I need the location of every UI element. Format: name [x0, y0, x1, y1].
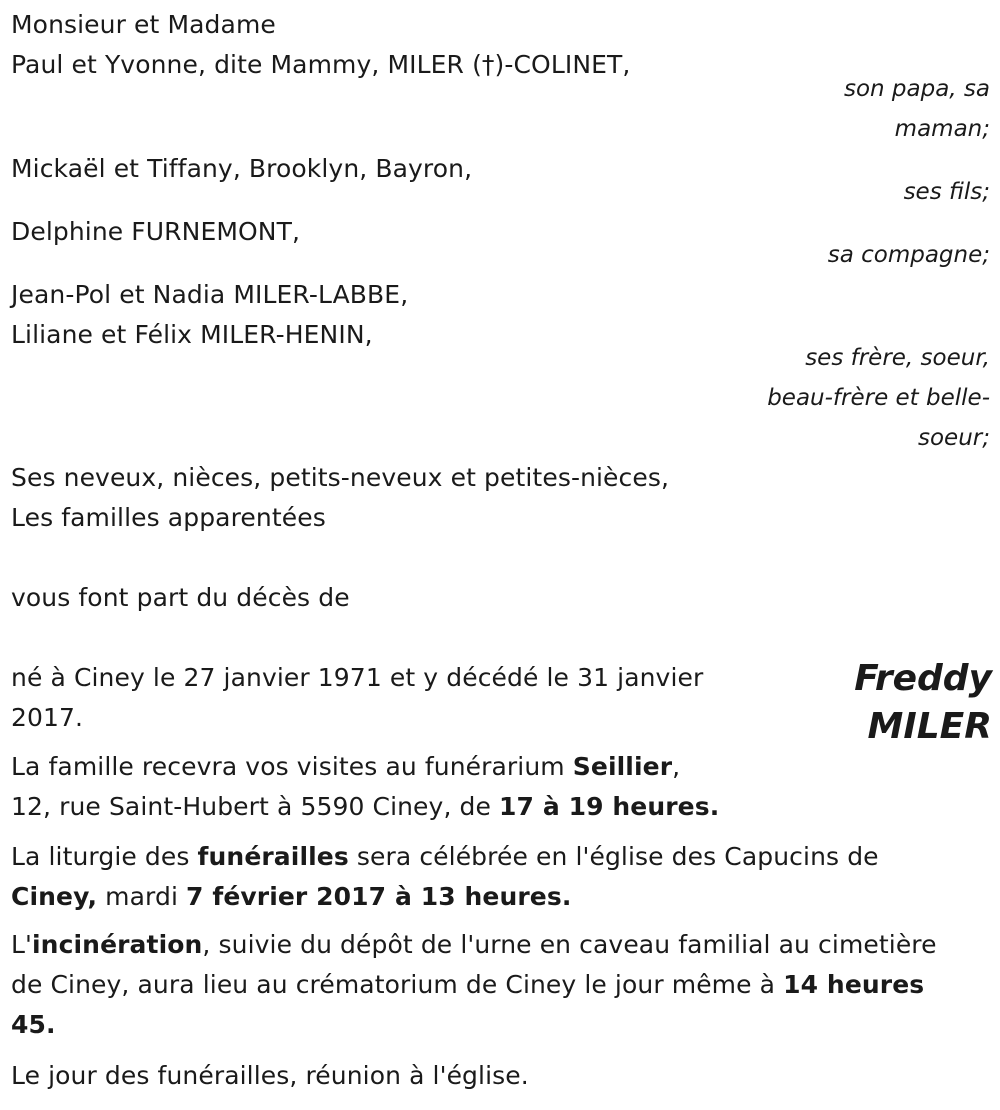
siblings-role-line-3: soeur; [918, 425, 990, 451]
cremation-incineration: incinération [32, 930, 203, 959]
cremation-time-part-2: 45. [11, 1010, 56, 1039]
parents-line-2: Paul et Yvonne, dite Mammy, MILER (†)-COLINET, [11, 50, 631, 79]
parents-role-line-1: son papa, sa [843, 76, 990, 102]
visits-text: La famille recevra vos visites au funérarium [11, 752, 573, 781]
visits-line-2 [11, 787, 719, 827]
cremation-time-part-1: 14 heures [783, 970, 925, 999]
siblings-role-line-2: beau-frère et belle- [767, 385, 990, 411]
siblings-line-1: Jean-Pol et Nadia MILER-LABBE, [11, 280, 409, 309]
relatives-line-1: Ses neveux, nièces, petits-neveux et petites-nièces, [11, 463, 670, 492]
visits-hours: 17 à 19 heures. [499, 792, 720, 821]
visits-line-1 [11, 747, 680, 787]
siblings-line-2: Liliane et Félix MILER-HENIN, [11, 320, 373, 349]
liturgy-ciney: Ciney, [11, 882, 98, 911]
partner-role: sa compagne; [827, 242, 990, 268]
visits-comma: , [672, 752, 681, 781]
liturgy-funerailles: funérailles [197, 842, 349, 871]
parents-role-line-2: maman; [894, 116, 990, 142]
sons-role: ses fils; [903, 179, 990, 205]
liturgy-text-1: La liturgie des [11, 842, 198, 871]
funerarium-name: Seillier [572, 752, 673, 781]
cremation-line-1 [11, 925, 937, 965]
cremation-line-2 [11, 965, 924, 1005]
announcement: vous font part du décès de [11, 583, 350, 612]
birth-death-line-2: 2017. [11, 703, 84, 732]
liturgy-line-1 [11, 837, 879, 877]
birth-death-line-1: né à Ciney le 27 janvier 1971 et y décédé le 31 janvier [11, 663, 704, 692]
visits-address: 12, rue Saint-Hubert à 5590 Ciney, de [11, 792, 500, 821]
cremation-text-1: L' [11, 930, 33, 959]
reunion-note: Le jour des funérailles, réunion à l'église. [11, 1061, 529, 1090]
cremation-line-3 [11, 1005, 56, 1045]
cremation-location: de Ciney, aura lieu au crématorium de Ciney le jour même à [11, 970, 784, 999]
liturgy-datetime: 7 février 2017 à 13 heures. [186, 882, 572, 911]
cremation-text-2: , suivie du dépôt de l'urne en caveau familial au cimetière [202, 930, 937, 959]
deceased-first-name: Freddy [854, 658, 992, 699]
sons-names: Mickaël et Tiffany, Brooklyn, Bayron, [11, 154, 473, 183]
relatives-line-2: Les familles apparentées [11, 503, 326, 532]
siblings-role-line-1: ses frère, soeur, [805, 345, 990, 371]
liturgy-text-2: sera célébrée en l'église des Capucins de [348, 842, 879, 871]
liturgy-line-2 [11, 877, 571, 917]
deceased-last-name: MILER [867, 706, 992, 747]
parents-line-1: Monsieur et Madame [11, 10, 276, 39]
partner-name: Delphine FURNEMONT, [11, 217, 301, 246]
liturgy-text-3: mardi [97, 882, 187, 911]
